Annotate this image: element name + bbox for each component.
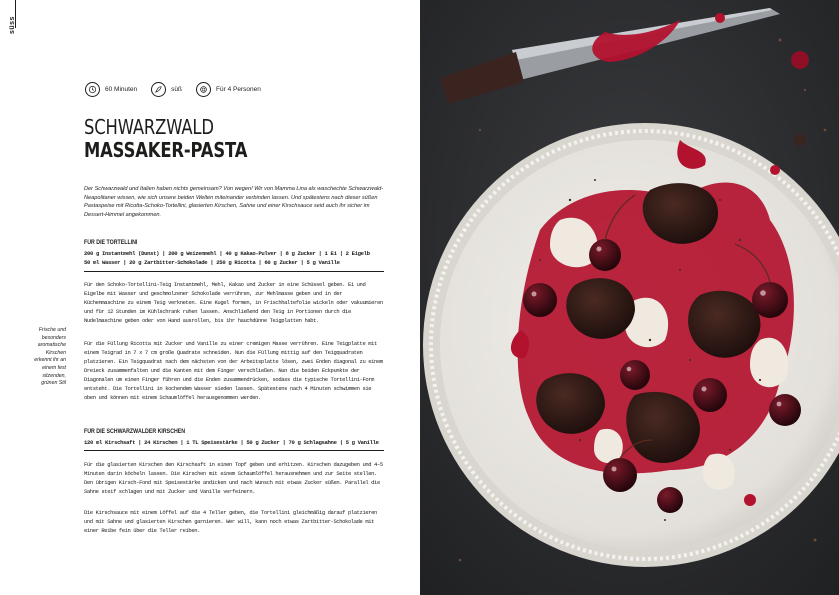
section-rule xyxy=(84,271,384,272)
recipe-meta xyxy=(85,82,269,97)
meta-servings-label: Für 4 Personen xyxy=(216,86,261,93)
recipe-title xyxy=(84,117,283,160)
tortellini-ingredients-line-1: 200 g Instantmehl (Dunst) | 200 g Weizenmehl | 40 g Kakao-Pulver | 8 g Zucker | 1 Ei | 2 Eigelb xyxy=(84,250,370,257)
meta-taste xyxy=(151,82,182,97)
title-line-1: SCHWARZWALD xyxy=(84,115,214,139)
sweet-icon xyxy=(151,82,166,97)
tortellini-ingredients xyxy=(84,249,384,267)
plate-icon xyxy=(196,82,211,97)
section-rule xyxy=(84,450,384,451)
cherries-step-2: Die Kirschsauce mit einem Löffel auf die 4 Teller geben, die Tortellini gleichmäßig darauf platzieren und mit Sahne und glasierten Kirschen garnieren. Wer will, kann noch etwas Zartbitter-Schokolade mit einer Reibe fein über die Teller reiben. xyxy=(84,509,377,534)
title-line-2: MASSAKER-PASTA xyxy=(84,138,248,162)
tortellini-ingredients-line-2: 50 ml Wasser | 20 g Zartbitter-Schokolade | 250 g Ricotta | 60 g Zucker | 5 g Vanille xyxy=(84,259,340,266)
tortellini-step-2: Für die Füllung Ricotta mit Zucker und Vanille zu einer cremigen Masse verrühren. Eine Teigplatte mit einem Teigrad in 7 x 7 cm große Quadrate schneiden. Nun die Füllung mittig auf den Teigquadraten platzieren. Ein Teigquadrat nach dem nächsten von der Arbeitsplatte lösen, zwei Enden diagonal zu einem Dreieck zusammenfalten und die Kanten mit dem Finger verschließen. Nun die beiden Eckpunkte der Diagonalen um einen Finger führen und die Enden zusammendrücken, sodass die typische Tortellini-Form entsteht. Die Tortellini in kochendem Wasser sieden lassen. Spätestens nach 4 Minuten schwimmen sie oben und können mit einem Schaumlöffel herausgenommen werden. xyxy=(84,340,383,401)
meta-servings xyxy=(196,82,261,97)
cherries-heading: FÜR DIE SCHWARZWÄLDER KIRSCHEN xyxy=(84,428,186,435)
meta-time xyxy=(85,82,137,97)
category-label: süss xyxy=(9,16,16,34)
category-tab xyxy=(0,0,30,90)
food-photo xyxy=(420,0,839,595)
cherries-ingredients: 120 ml Kirschsaft | 24 Kirschen | 1 TL Speisestärke | 50 g Zucker | 70 g Schlagsahne | 5 g Vanille xyxy=(84,439,379,446)
cherries-step-1: Für die glasierten Kirschen den Kirschsaft in einen Topf geben und erhitzen. Kirschen dazugeben und 4–5 Minuten darin köcheln lassen. Die Kirschen mit einem Schaumlöffel herausnehmen und zur Seite stellen. Den übrigen Kirsch-Fond mit Speisestärke andicken und nach Wunsch mit etwas Zucker süßen. Parallel die Sahne steif schlagen und mit Zucker und Vanille verfeinern. xyxy=(84,461,383,495)
meta-time-label: 60 Minuten xyxy=(105,86,138,93)
side-note: Frische und besonders aromatische Kirschen erkennt ihr an einem fest sitzenden, grünen Stil xyxy=(34,327,66,387)
plated-pasta-illustration xyxy=(420,0,839,595)
meta-taste-label: süß xyxy=(171,86,183,93)
tortellini-step-1: Für den Schoko-Tortellini-Teig Instantmehl, Mehl, Kakao und Zucker in eine Schüssel geben. Ei und Eigelbe mit Wasser und geschmolzener Schokolade verrühren, zur Mehlmasse geben und in der Küchenmaschine zu einem Teig verkneten. Eine Kugel formen, in Frischhaltefolie wickeln oder vakuumieren und für 12 Stunden im Kühlschrank ruhen lassen. Anschließend den Teig in Portionen durch die Nudelmaschine geben oder von Hand ausrollen, bis ihr hauchdünne Teigplatten habt. xyxy=(84,281,383,324)
tortellini-heading: FÜR DIE TORTELLINI xyxy=(84,239,138,246)
recipe-intro: Der Schwarzwald und Italien haben nichts gemeinsam? Von wegen! Wir von Mamma Lina als waschechte Schwarzwald-Neapolitaner wissen, wie sich unsere beiden Welten miteinander verbinden lassen. Und spätestens nach dieser süßen Pastaspeise mit Ricotta-Schoko-Tortellini, glasierten Kirschen, Sahne und einer Kirschsauce seid auch ihr sicher im Dessert-Himmel angekommen. xyxy=(84,186,384,218)
clock-icon xyxy=(85,82,100,97)
